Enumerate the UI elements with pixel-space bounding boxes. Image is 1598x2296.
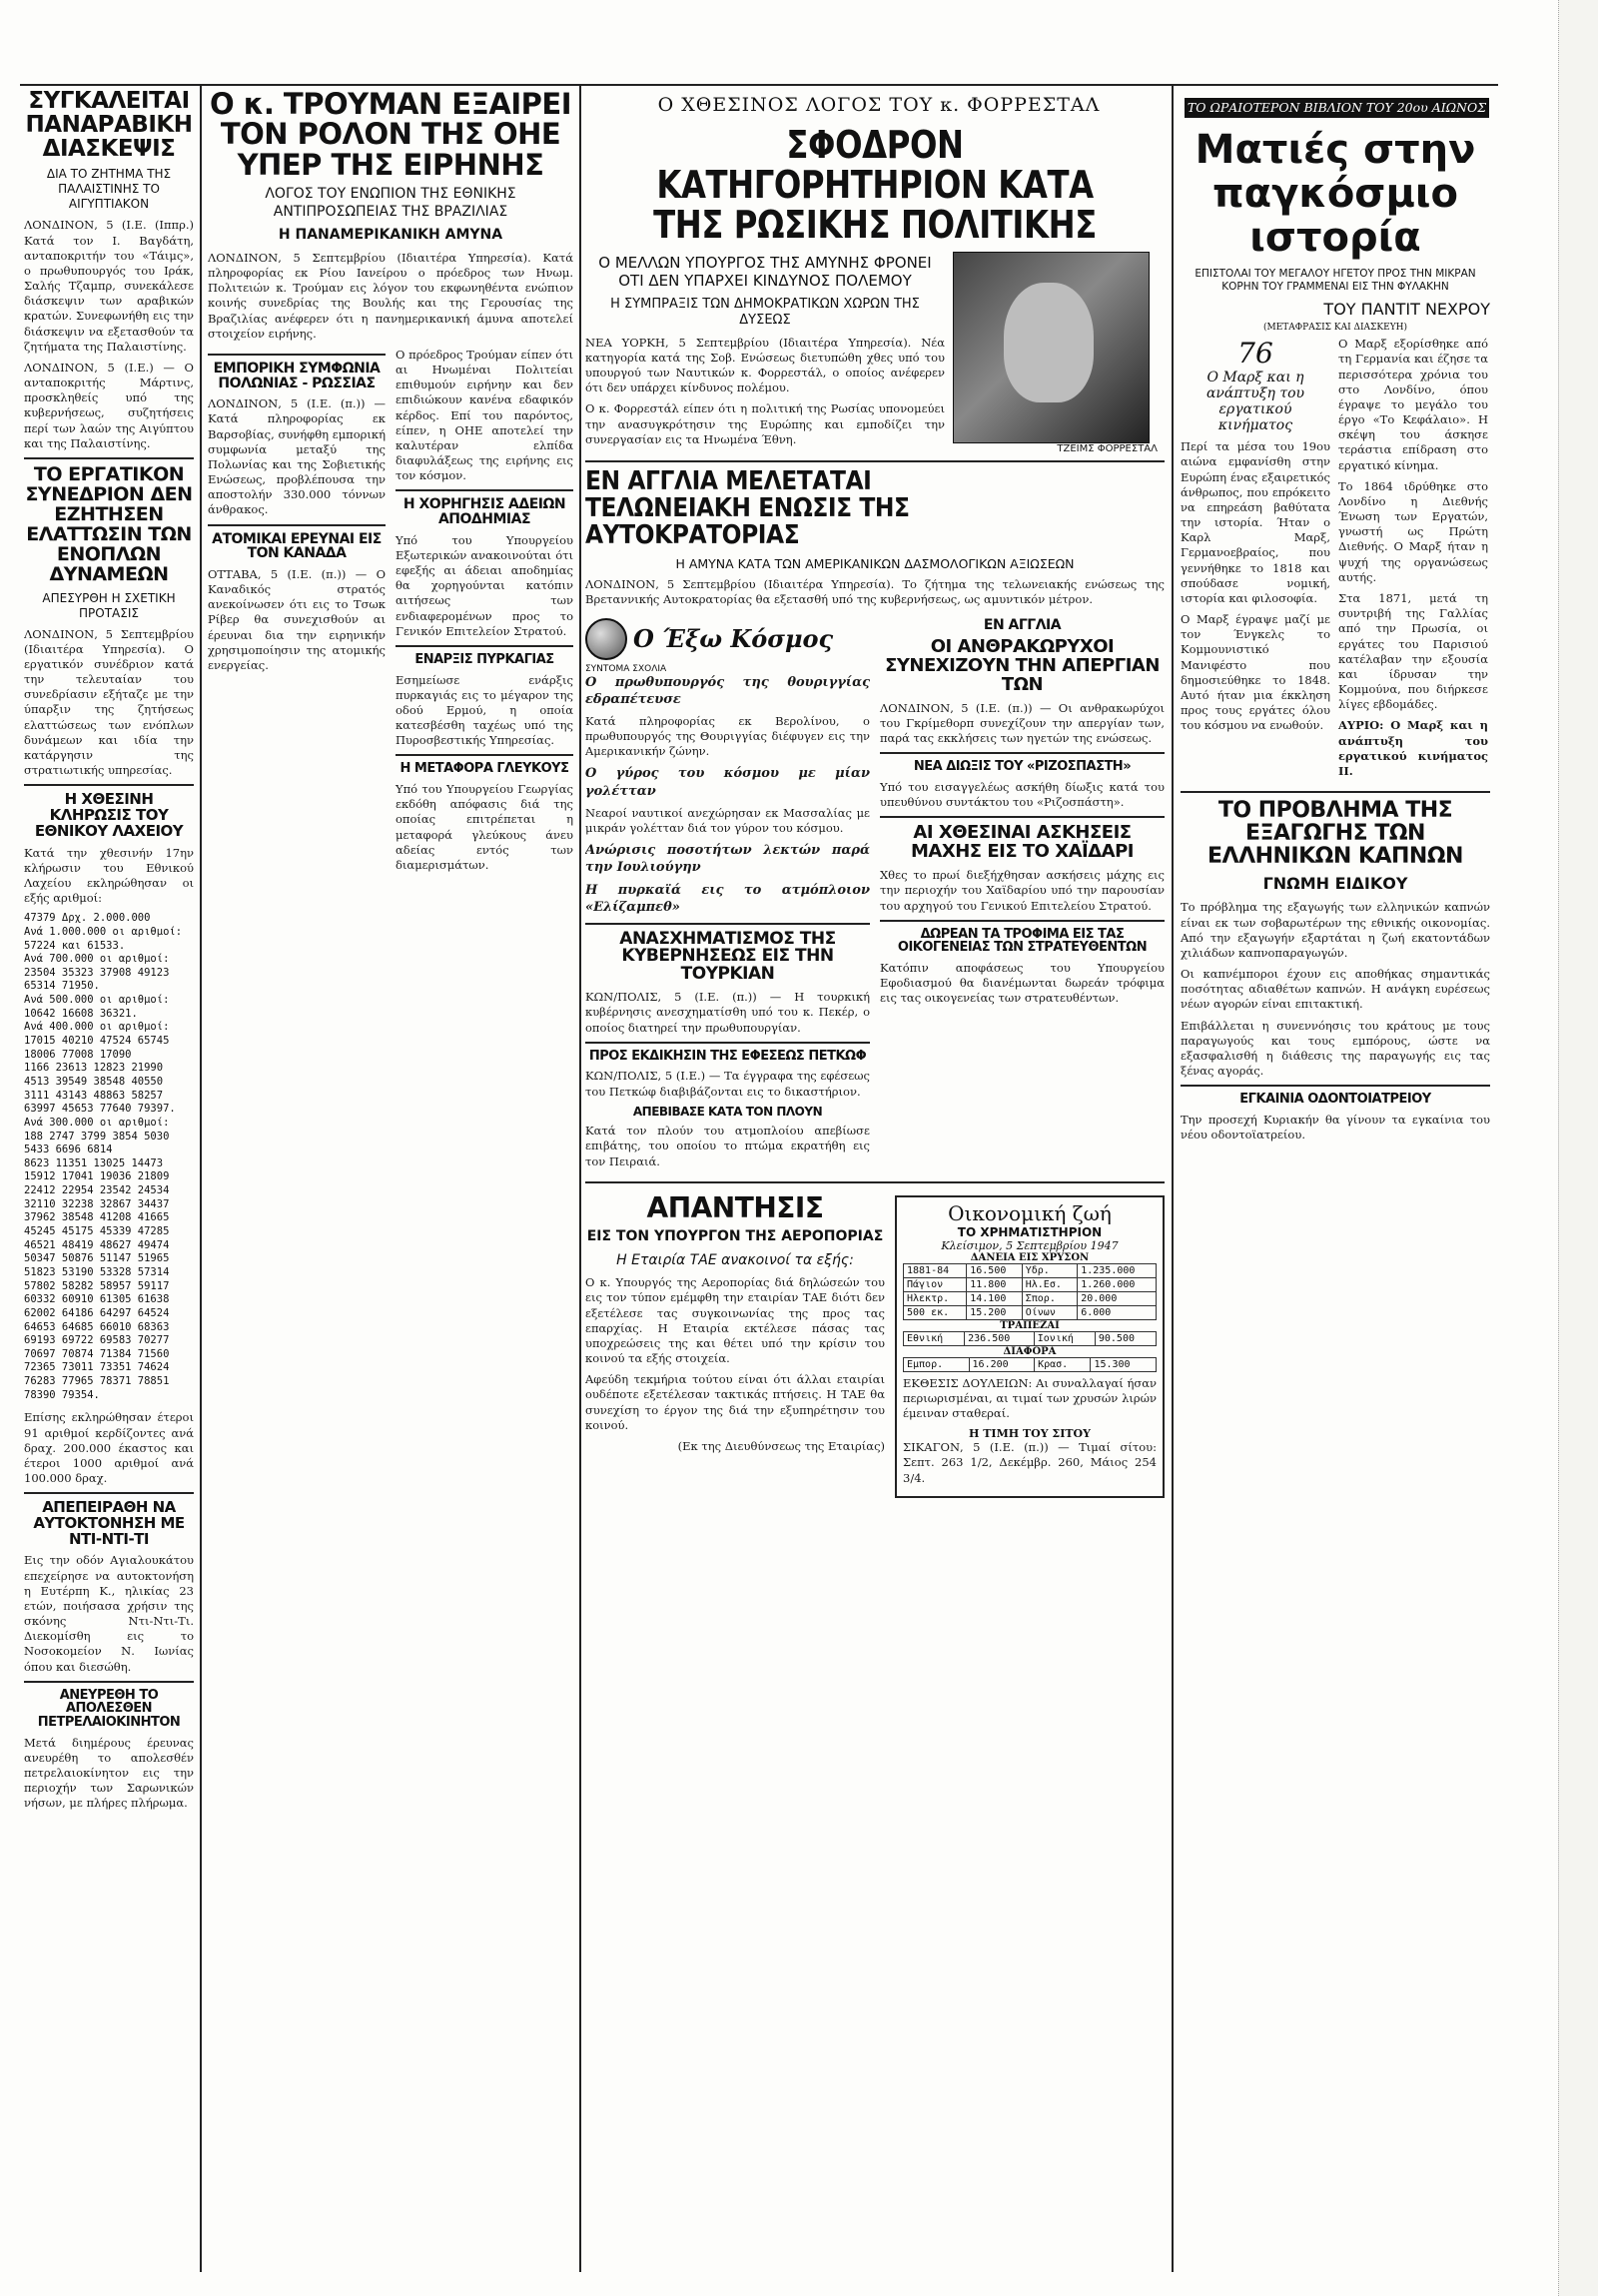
headline-boat: ΑΝΕΥΡΕΘΗ ΤΟ ΑΠΟΛΕΣΘΕΝ ΠΕΤΡΕΛΑΙΟΚΙΝΗΤΟΝ bbox=[37, 1687, 181, 1731]
series-label: ΤΟ ΩΡΑΙΟΤΕΡΟΝ ΒΙΒΛΙΟΝ ΤΟΥ 20ου ΑΙΩΝΟΣ bbox=[1185, 98, 1489, 118]
article-text: ΛΟΝΔΙΝΟΝ, 5 (Ι.Ε. (π.)) — Κατά πληροφορίας εκ Βαρσοβίας, συνήφθη εμπορική συμφωνία μεταξύ της Πολωνίας και της Σοβιετικής Ενώσεως, προβλέπουσα την αποστολήν 330.000 τόννων άνθρακος. bbox=[208, 396, 386, 517]
divider bbox=[396, 754, 573, 756]
article-text: ΟΤΤΑΒΑ, 5 (Ι.Ε. (π.)) — Ο Καναδικός στρατός ανεκοίνωσεν ότι εις το Τσωκ Ρίβερ θα συνεχισθούν αι έρευναι δια την ειρηνικήν χρησιμοποίησιν της ατομικής ενεργείας. bbox=[208, 566, 386, 672]
subheadline: Η Εταιρία ΤΑΕ ανακοινοί τα εξής: bbox=[616, 1251, 854, 1268]
article-text: ΣΙΚΑΓΟΝ, 5 (Ι.Ε. (π.)) — Τιμαί σίτου: Σεπτ. 263 1/2, Δεκέμβρ. 260, Μάιος 254 3/4. bbox=[903, 1440, 1157, 1485]
divider bbox=[208, 524, 386, 526]
table-row bbox=[904, 1291, 1157, 1305]
subheadline: ΕΙΣ ΤΟΝ ΥΠΟΥΡΓΟΝ ΤΗΣ ΑΕΡΟΠΟΡΙΑΣ bbox=[586, 1228, 884, 1245]
table-row bbox=[904, 1263, 1157, 1277]
headline-labour: ΤΟ ΕΡΓΑΤΙΚΟΝ ΣΥΝΕΔΡΙΟΝ ΔΕΝ ΕΖΗΤΗΣΕΝ ΕΛΑΤΤΩΣΙΝ ΤΩΝ ΕΝΟΠΛΩΝ ΔΥΝΑΜΕΩΝ bbox=[25, 463, 193, 585]
headline-truman: Ο κ. ΤΡΟΥΜΑΝ ΕΞΑΙΡΕΙ ΤΟΝ ΡΟΛΟΝ ΤΗΣ ΟΗΕ ΥΠΕΡ ΤΗΣ ΕΙΡΗΝΗΣ bbox=[209, 87, 572, 182]
portrait-face bbox=[1004, 283, 1094, 402]
table-cell: Ηλεκτρ. bbox=[904, 1291, 967, 1305]
divider bbox=[1181, 791, 1490, 793]
headline-panarabic: ΣΥΓΚΑΛΕΙΤΑΙ ΠΑΝΑΡΑΒΙΚΗ ΔΙΑΣΚΕΨΙΣ bbox=[25, 88, 193, 163]
subheadline: ΓΝΩΜΗ ΕΙΔΙΚΟΥ bbox=[1262, 874, 1408, 894]
headline-england: ΕΝ ΑΓΓΛΙΑ bbox=[983, 616, 1062, 633]
article-text: ΛΟΝΔΙΝΟΝ, 5 (Ι.Ε. (Ιππρ.) Κατά τον Ι. Βαγδάτη, ανταποκριτήν του «Τάιμς», ο πρωθυπουργός του Ιράκ, Σαλής Τζαμπρ, συνεκάλεσε διάσκεψιν των αραβικών κρατών. Συνεφωνήθη εις την διάσκεψιν να εξετασθούν τα ζητήματα της Παλαιστίνης. bbox=[24, 218, 194, 354]
table-row bbox=[904, 1357, 1157, 1371]
portrait-photo bbox=[953, 252, 1150, 443]
center-kicker: Ο ΧΘΕΣΙΝΟΣ ΛΟΓΟΣ ΤΟΥ κ. ΦΟΡΡΕΣΤΑΛ bbox=[657, 94, 1101, 116]
divider bbox=[396, 645, 573, 647]
article-text: Ο Μαρξ εξορίσθηκε από τη Γερμανία και έζησε τα περισσότερα χρόνια του στο Λονδίνο, όπου έγραψε το μεγάλο του έργο «Το Κεφάλαιο». Η σκέψη του άσκησε τεράστια επίδραση στο εργατικό κίνημα. bbox=[1338, 337, 1488, 472]
divider bbox=[24, 457, 194, 459]
photo-caption: ΤΖΕΪΜΣ ΦΟΡΡΕΣΤΑΛ bbox=[1057, 442, 1158, 454]
article-text: Υπό του εισαγγελέως ασκήθη δίωξις κατά του υπευθύνου συντάκτου του «Ριζοσπάστη». bbox=[880, 780, 1165, 810]
table-cell: Ιονική bbox=[1034, 1331, 1095, 1345]
table-cell: Κρασ. bbox=[1035, 1357, 1091, 1371]
finance-table bbox=[903, 1263, 1157, 1320]
table-cell: Εθνική bbox=[904, 1331, 965, 1345]
column-rule bbox=[1172, 85, 1174, 2272]
column-rule bbox=[200, 85, 202, 2272]
headline-tobacco: ΤΟ ΠΡΟΒΛΗΜΑ ΤΗΣ ΕΞΑΓΩΓΗΣ ΤΩΝ ΕΛΛΗΝΙΚΩΝ ΚΑΠΝΩΝ bbox=[1207, 798, 1463, 870]
lottery-numbers: 47379 Δρχ. 2.000.000 Ανά 1.000.000 οι αριθμοί: 57224 και 61533. Ανά 700.000 οι αριθμοί: 23504 35323 37908 49123 65314 71950. Ανά 500.000 οι αριθμοί: 10642 16608 36321. Ανά 400.000 οι αριθμοί: 17015 40210 47524 65745 18006 77008 17090 1166 23613 12823 21990 4513 39549 38548 40550 3111 43143 48863 58257 63997 45653 77640 79397. Ανά 300.000 οι αριθμοί: 188 2747 3799 3854 5030 5433 6696 6814 8623 11351 13025 14473 15912 17041 19036 21809 22412 22954 23542 24534 32110 32238 32867 34437 37962 38548 41208 41665 45245 45175 45339 47285 46521 48419 48627 49474 50347 50876 51147 51965 51823 53190 53328 57314 57802 58282 58957 59117 60332 60910 61305 61638 62002 64186 64297 64524 64653 64685 66010 68363 69193 69722 69583 70277 70697 70874 71384 71560 72365 73011 73351 74624 76283 77965 78371 78851 78390 79354. bbox=[24, 912, 183, 1401]
finance-date: Κλείσιμον, 5 Σεπτεμβρίου 1947 bbox=[941, 1238, 1119, 1252]
divider bbox=[880, 816, 1165, 818]
divider bbox=[24, 1681, 194, 1683]
article-text: Την προσεχή Κυριακήν θα γίνουν τα εγκαίνια του νέου οδοντοϊατρείου. bbox=[1181, 1112, 1490, 1143]
article-text: ΕΚΘΕΣΙΣ ΔΟΥΛΕΙΩΝ: Αι συναλλαγαί ήσαν περιωρισμέναι, αι τιμαί των χρυσών λιρών έμειναν σταθεραί. bbox=[903, 1375, 1157, 1421]
divider bbox=[880, 920, 1165, 922]
divider bbox=[585, 923, 870, 925]
article-text: Κατά την χθεσινήν 17ην κλήρωσιν του Εθνικού Λαχείου εκληρώθησαν οι εξής αριθμοί: bbox=[24, 845, 194, 906]
table-cell: 11.800 bbox=[967, 1277, 1022, 1291]
finance-box bbox=[895, 1195, 1165, 1498]
price-title: Η ΤΙΜΗ ΤΟΥ ΣΙΤΟΥ bbox=[969, 1427, 1091, 1441]
article-text: Αφεύδη τεκμήρια τούτου είναι ότι άλλαι εταιρίαι ουδέποτε εξετέλεσαν τακτικάς πτήσεις. Η ΤΑΕ θα συνεχίση το έργον της διά την εξυπηρέτησιν του κοινού. bbox=[585, 1372, 885, 1432]
divider bbox=[585, 1042, 870, 1044]
table-cell: 15.200 bbox=[967, 1305, 1022, 1319]
table-row bbox=[904, 1277, 1157, 1291]
article-text: Περί τα μέσα του 19ου αιώνα εμφανίσθη στην Ευρώπη ένας εξαιρετικός άνθρωπος, που επρόκειτο να επηρεάση βαθύτατα την ιστορία. Ήταν ο Καρλ Μαρξ, Γερμανοεβραίος, που γεννήθηκε το 1818 και σπούδασε νομική, ιστορία και φιλοσοφία. bbox=[1181, 439, 1330, 605]
headline-trade: ΕΜΠΟΡΙΚΗ ΣΥΜΦΩΝΙΑ ΠΟΛΩΝΙΑΣ - ΡΩΣΣΙΑΣ bbox=[213, 360, 381, 391]
right-column bbox=[1181, 122, 1490, 2269]
brief-title: Ο πρωθυπουργός της θουριγγίας εδραπέτευσε bbox=[585, 674, 870, 707]
divider bbox=[208, 354, 386, 356]
table-cell: Πάγιον bbox=[904, 1277, 967, 1291]
article-text: Ο πρόεδρος Τρούμαν είπεν ότι αι Ηνωμέναι Πολιτείαι επιθυμούν ειρήνην και δεν επιδιώκουν κανένα εδαφικόν κέρδος. Επί του παρόντος, είπεν, η ΟΗΕ αποτελεί την καλυτέραν ελπίδα διαφυλάξεως της ειρήνης εις τον κόσμον. bbox=[396, 347, 573, 483]
article-text: Εις την οδόν Αγιαλουκάτου επεχείρησε να αυτοκτονήση η Ευτέρπη Κ., ηλικίας 23 ετών, ποιήσασα χρήσιν της σκόνης Ντι-Ντι-Τι. Διεκομίσθη εις το Νοσοκομείον Ν. Ιωνίας όπου και διεσώθη. bbox=[24, 1553, 194, 1674]
page-edge bbox=[1558, 0, 1598, 2296]
subheadline: ΛΟΓΟΣ ΤΟΥ ΕΝΩΠΙΟΝ ΤΗΣ ΕΘΝΙΚΗΣ ΑΝΤΙΠΡΟΣΩΠΕΙΑΣ ΤΗΣ ΒΡΑΖΙΛΙΑΣ bbox=[265, 186, 516, 220]
table-cell: 90.500 bbox=[1095, 1331, 1156, 1345]
article-text: ΛΟΝΔΙΝΟΝ, 5 (Ι.Ε. (π.)) — Οι ανθρακωρύχοι του Γκρίμεθορπ συνεχίζουν την απεργίαν των, παρά τας εκκλήσεις των ηγετών της ενώσεως. bbox=[880, 700, 1165, 746]
headline-petkov: ΠΡΟΣ ΕΚΔΙΚΗΣΙΝ ΤΗΣ ΕΦΕΣΕΩΣ ΠΕΤΚΩΦ bbox=[588, 1048, 867, 1064]
table-cell: Εμπορ. bbox=[904, 1357, 970, 1371]
headline-reply: ΑΠΑΝΤΗΣΙΣ bbox=[646, 1190, 824, 1224]
table-cell: Οίνων bbox=[1022, 1305, 1077, 1319]
article-text: ΛΟΝΔΙΝΟΝ, 5 Σεπτεμβρίου (Ιδιαιτέρα Υπηρεσία). Το ζήτημα της τελωνειακής ενώσεως της Βρεταννικής Αυτοκρατορίας θα εξετασθή υπό της κυβερνήσεως, ως αμυντικόν μέτρον. bbox=[585, 577, 1165, 607]
table-cell: 1.235.000 bbox=[1078, 1263, 1157, 1277]
subheadline: ΑΠΕΣΥΡΘΗ Η ΣΧΕΤΙΚΗ ΠΡΟΤΑΣΙΣ bbox=[42, 590, 176, 620]
globe-icon bbox=[585, 618, 627, 660]
article-signature: (Εκ της Διευθύνσεως της Εταιρίας) bbox=[677, 1438, 885, 1453]
article-text: Χθες το πρωί διεξήχθησαν ασκήσεις μάχης εις την περιοχήν του Χαϊδαρίου υπό την παρουσίαν του αρχηγού του Γενικού Επιτελείου Στρατού. bbox=[880, 868, 1165, 913]
headline-permits: Η ΧΟΡΗΓΗΣΙΣ ΑΔΕΙΩΝ ΑΠΟΔΗΜΙΑΣ bbox=[402, 496, 566, 528]
divider bbox=[1181, 1085, 1490, 1087]
subheadline: Η ΑΜΥΝΑ ΚΑΤΑ ΤΩΝ ΑΜΕΡΙΚΑΝΙΚΩΝ ΔΑΣΜΟΛΟΓΙΚΩΝ ΑΞΙΩΣΕΩΝ bbox=[675, 555, 1075, 571]
next-installment: ΑΥΡΙΟ: Ο Μαρξ και η ανάπτυξη του εργατικού κινήματος ΙΙ. bbox=[1338, 718, 1488, 778]
table-cell: 1881-84 bbox=[904, 1263, 967, 1277]
article-text: Υπό του Υπουργείου Εξωτερικών ανακοινούται ότι εφεξής αι άδειαι αποδημίας θα χορηγούνται κατόπιν αιτήσεως των ενδιαφερομένων προς το Γενικόν Επιτελείον Στρατού. bbox=[396, 532, 573, 638]
brief-title: Ανώρισις ποσοτήτων λεκτών παρά την Ιουλιούγην bbox=[585, 843, 870, 876]
headline-lottery: Η ΧΘΕΣΙΝΗ ΚΛΗΡΩΣΙΣ ΤΟΥ ΕΘΝΙΚΟΥ ΛΑΧΕΙΟΥ bbox=[34, 790, 184, 840]
finance-table-misc bbox=[903, 1357, 1157, 1372]
article-text: Ο κ. Φορρεστάλ είπεν ότι η πολιτική της Ρωσίας υπονομεύει την ανασυγκρότησιν της Ευρώπης και εμποδίζει την συνεργασίαν εις τα Ηνωμένα Έθνη. bbox=[585, 401, 945, 446]
article-text: ΛΟΝΔΙΝΟΝ, 5 (Ι.Ε.) — Ο ανταποκριτής Μάρτινς, προσκληθείς υπό της κυβερνήσεως, συζητήσεις περί των λαών της Αιγύπτου και της Παλαιστίνης. bbox=[24, 360, 194, 450]
article-text: Κατά τον πλούν του ατμοπλοίου απεβίωσε επιβάτης, του οποίου το πτώμα εκρατήθη εις τον Πειραιά. bbox=[585, 1124, 870, 1168]
table-cell: 20.000 bbox=[1078, 1291, 1157, 1305]
table-cell: 500 εκ. bbox=[904, 1305, 967, 1319]
headline-must: Η ΜΕΤΑΦΟΡΑ ΓΛΕΥΚΟΥΣ bbox=[400, 761, 569, 777]
chapter-title: Ο Μαρξ και η ανάπτυξη του εργατικού κινήματος bbox=[1205, 370, 1305, 434]
subheadline: ΕΠΙΣΤΟΛΑΙ ΤΟΥ ΜΕΓΑΛΟΥ ΗΓΕΤΟΥ ΠΡΟΣ ΤΗΝ ΜΙΚΡΑΝ ΚΟΡΗΝ ΤΟΥ ΓΡΑΜΜΕΝΑΙ ΕΙΣ ΤΗΝ ΦΥΛΑΚΗΝ bbox=[1195, 268, 1476, 294]
subheadline: ΔΙΑ ΤΟ ΖΗΤΗΜΑ ΤΗΣ ΠΑΛΑΙΣΤΙΝΗΣ ΤΟ ΑΙΓΥΠΤΙΑΚΟΝ bbox=[46, 167, 172, 212]
subheadline: Η ΠΑΝΑΜΕΡΙΚΑΝΙΚΗ ΑΜΥΝΑ bbox=[278, 227, 503, 244]
article-text: Νεαροί ναυτικοί ανεχώρησαν εκ Μασσαλίας με μικράν γολέτταν διά τον γύρον του κόσμου. bbox=[585, 805, 870, 835]
article-text: Οι καπνέμποροι έχουν εις αποθήκας σημαντικάς ποσότητας αδιαθέτων καπνών. Η ανάγκη ευρέσεως νέων αγορών είναι επιτακτική. bbox=[1181, 967, 1490, 1012]
column-logo-title: Ο Έξω Κόσμος bbox=[633, 624, 834, 654]
headline-miners: ΟΙ ΑΝΘΡΑΚΩΡΥΧΟΙ ΣΥΝΕΧΙΖΟΥΝ ΤΗΝ ΑΠΕΡΓΙΑΝ ΤΩΝ bbox=[885, 636, 1160, 695]
headline-suicide: ΑΠΕΠΕΙΡΑΘΗ ΝΑ ΑΥΤΟΚΤΟΝΗΣΗ ΜΕ ΝΤΙ-ΝΤΙ-ΤΙ bbox=[33, 1498, 185, 1548]
divider bbox=[24, 1492, 194, 1494]
article-text: Ο Μαρξ έγραψε μαζί με τον Ένγκελς το Κομμουνιστικό Μανιφέστο που δημοσιεύθηκε το 1848. Αυτό ήταν μια έκκληση προς τους εργάτες όλου του κόσμου να ενωθούν. bbox=[1181, 612, 1330, 733]
article-text: Κατόπιν αποφάσεως του Υπουργείου Εφοδιασμού θα διανέμωνται δωρεάν τρόφιμα εις τας οικογενείας των στρατευθέντων. bbox=[880, 960, 1165, 1006]
article-text: Εσημείωσε ενάρξις πυρκαγιάς εις το μέγαρον της οδού Ερμού, η οποία κατεσβέσθη ταχέως υπό της Πυροσβεστικής Υπηρεσίας. bbox=[396, 672, 573, 748]
finance-title: Οικονομική ζωή bbox=[948, 1200, 1112, 1225]
headline-customs: ΕΝ ΑΓΓΛΙΑ ΜΕΛΕΤΑΤΑΙ ΤΕΛΩΝΕΙΑΚΗ ΕΝΩΣΙΣ ΤΗΣ ΑΥΤΟΚΡΑΤΟΡΙΑΣ bbox=[585, 465, 910, 551]
article-text: Υπό του Υπουργείου Γεωργίας εκδόθη απόφασις διά της οποίας επιτρέπεται η μεταφορά γλεύκους άνευ αδείας εντός των διαμερισμάτων. bbox=[396, 782, 573, 872]
headline-rizospastis: ΝΕΑ ΔΙΩΞΙΣ ΤΟΥ «ΡΙΖΟΣΠΑΣΤΗ» bbox=[913, 759, 1132, 775]
article-text: ΚΩΝ/ΠΟΛΙΣ, 5 (Ι.Ε. (π.)) — Η τουρκική κυβέρνησις ανεσχηματίσθη υπό του κ. Πεκέρ, ο οποίος διατηρεί την πρωθυπουργίαν. bbox=[585, 990, 870, 1035]
headline-turkey: ΑΝΑΣΧΗΜΑΤΙΣΜΟΣ ΤΗΣ ΚΥΒΕΡΝΗΣΕΩΣ ΕΙΣ ΤΗΝ ΤΟΥΡΚΙΑΝ bbox=[619, 928, 836, 985]
headline-food: ΔΩΡΕΑΝ ΤΑ ΤΡΟΦΙΜΑ ΕΙΣ ΤΑΣ ΟΙΚΟΓΕΝΕΙΑΣ ΤΩΝ ΣΤΡΑΤΕΥΘΕΝΤΩΝ bbox=[897, 926, 1148, 956]
fin-section-2: ΔΙΑΦΟΡΑ bbox=[1003, 1345, 1057, 1357]
table-cell: 15.300 bbox=[1091, 1357, 1157, 1371]
article-text: Στα 1871, μετά τη συντριβή της Γαλλίας από την Πρωσία, οι εργάτες του Παρισιού κατέλαβαν την εξουσία και ίδρυσαν την Κομμούνα, που διήρκεσε λίγες εβδομάδες. bbox=[1338, 591, 1488, 712]
column-logo-sub: ΣΥΝΤΟΜΑ ΣΧΟΛΙΑ bbox=[585, 663, 667, 674]
table-cell: 16.500 bbox=[967, 1263, 1022, 1277]
finance-table-banks bbox=[903, 1331, 1157, 1346]
finance-subtitle: ΤΟ ΧΡΗΜΑΤΙΣΤΗΡΙΟΝ bbox=[957, 1224, 1103, 1239]
article-text: Το πρόβλημα της εξαγωγής των ελληνικών καπνών είναι εκ των σοβαρωτέρων της εθνικής οικονομίας. Από την εξαγωγήν εξαρτάται η ζωή εκατοντάδων χιλιάδων καπνοπαραγωγών. bbox=[1181, 900, 1490, 960]
article-text: Ο κ. Υπουργός της Αεροπορίας διά δηλώσεών του εις τον τύπον εμέμφθη την εταιρίαν ΤΑΕ διότι δεν εξετέλεσε τας συγκοινωνίας της προς τας επαρχίας. Η Εταιρία εκτέλεσε πάσας τας υποχρεώσεις της και θέτει υπό την κρίσιν του κοινού τα εξής στοιχεία. bbox=[585, 1275, 885, 1366]
divider bbox=[585, 460, 1165, 462]
headline-fire: ΕΝΑΡΞΙΣ ΠΥΡΚΑΓΙΑΣ bbox=[414, 651, 554, 667]
center-column bbox=[585, 122, 1165, 2269]
table-cell: Υδρ. bbox=[1022, 1263, 1077, 1277]
article-text: ΛΟΝΔΙΝΟΝ, 5 Σεπτεμβρίου (Ιδιαιτέρα Υπηρεσία). Κατά πληροφορίας εκ Ρίου Ιανείρου ο πρόεδρος των Ηνωμ. Πολιτειών κ. Τρούμαν εις λόγον του εκφωνηθέντα ενώπιον κοινής συνεδρίας της Βουλής και της Γερουσίας της Βραζιλίας ανέφερεν ότι η πανημερικανική άμυνα αποτελεί στοιχείον ειρήνης. bbox=[208, 250, 573, 341]
headline-exercises: ΑΙ ΧΘΕΣΙΝΑΙ ΑΣΚΗΣΕΙΣ ΜΑΧΗΣ ΕΙΣ ΤΟ ΧΑΪΔΑΡΙ bbox=[910, 822, 1134, 863]
table-row bbox=[904, 1331, 1157, 1345]
table-cell: 14.100 bbox=[967, 1291, 1022, 1305]
table-cell: 236.500 bbox=[965, 1331, 1035, 1345]
table-cell: 16.200 bbox=[969, 1357, 1035, 1371]
article-text: Επίσης εκληρώθησαν έτεροι 91 αριθμοί κερδίζοντες ανά δραχ. 200.000 έκαστος και έτεροι 1000 αριθμοί ανά 100.000 δραχ. bbox=[24, 1410, 194, 1486]
article-text: ΝΕΑ ΥΟΡΚΗ, 5 Σεπτεμβρίου (Ιδιαιτέρα Υπηρεσία). Νέα κατηγορία κατά της Σοβ. Ενώσεως διετυπώθη χθες υπό του υπουργού των Ναυτικών κ. Φορρεστάλ, ο οποίος ανέφερεν ότι δεν υπάρχει κίνδυνος πολέμου. bbox=[585, 335, 945, 395]
column-logo bbox=[585, 618, 870, 660]
column-1 bbox=[24, 85, 194, 2272]
article-text: Επιβάλλεται η συνεννόησις του κράτους με τους παραγωγούς και τους εμπόρους, ώστε να εξασφαλισθή η διάθεσις της παραγωγής εις τας ξένας αγοράς. bbox=[1181, 1018, 1490, 1079]
headline-atomic: ΑΤΟΜΙΚΑΙ ΕΡΕΥΝΑΙ ΕΙΣ ΤΟΝ ΚΑΝΑΔΑ bbox=[212, 530, 382, 562]
column-rule bbox=[579, 85, 581, 2272]
installment-number: 76 bbox=[1237, 337, 1273, 371]
headline-history: Ματιές στην παγκόσμιο ιστορία bbox=[1195, 127, 1476, 261]
article-text: Κατά πληροφορίας εκ Βερολίνου, ο πρωθυπουργός της Θουριγγίας διέφυγεν εις την Αμερικανικήν ζώνην. bbox=[585, 713, 870, 759]
headline-dental: ΕΓΚΑΙΝΙΑ ΟΔΟΝΤΟΙΑΤΡΕΙΟΥ bbox=[1239, 1092, 1431, 1108]
fin-section-0: ΔΑΝΕΙΑ ΕΙΣ ΧΡΥΣΟΝ bbox=[970, 1251, 1090, 1263]
table-cell: Σπορ. bbox=[1022, 1291, 1077, 1305]
fin-section-1: ΤΡΑΠΕΖΑΙ bbox=[1000, 1319, 1060, 1331]
subheadline: Η ΣΥΜΠΡΑΞΙΣ ΤΩΝ ΔΗΜΟΚΡΑΤΙΚΩΝ ΧΩΡΩΝ ΤΗΣ ΔΥΣΕΩΣ bbox=[610, 297, 920, 329]
brief-title: Ο γύρος του κόσμου με μίαν γολέτταν bbox=[585, 766, 870, 799]
table-row bbox=[904, 1305, 1157, 1319]
divider bbox=[880, 752, 1165, 754]
brief-title: Η πυρκαϊά εις το ατμόπλοιον «Ελίζαμπεθ» bbox=[585, 883, 870, 916]
article-text: Το 1864 ιδρύθηκε στο Λονδίνο η Διεθνής Ένωση των Εργατών, γνωστή ως Πρώτη Διεθνής. Ο Μαρξ ήταν η ψυχή της οργανώσεως αυτής. bbox=[1338, 478, 1488, 584]
translator: (ΜΕΤΑΦΡΑΣΙΣ ΚΑΙ ΔΙΑΣΚΕΥΗ) bbox=[1262, 323, 1408, 334]
divider bbox=[396, 489, 573, 491]
subheadline: Ο ΜΕΛΛΩΝ ΥΠΟΥΡΓΟΣ ΤΗΣ ΑΜΥΝΗΣ ΦΡΟΝΕΙ ΟΤΙ ΔΕΝ ΥΠΑΡΧΕΙ ΚΙΝΔΥΝΟΣ ΠΟΛΕΜΟΥ bbox=[598, 253, 932, 291]
headline-forrestal: ΣΦΟΔΡΟΝ ΚΑΤΗΓΟΡΗΤΗΡΙΟΝ ΚΑΤΑ ΤΗΣ ΡΩΣΙΚΗΣ ΠΟΛΙΤΙΚΗΣ bbox=[653, 123, 1097, 247]
table-cell: 1.260.000 bbox=[1078, 1277, 1157, 1291]
table-cell: 6.000 bbox=[1078, 1305, 1157, 1319]
article-text: Μετά διημέρους έρευνας ανευρέθη το απολεσθέν πετρελαιοκίνητον εις την περιοχήν των Σαρωνικών νήσων, με πλήρες πλήρωμα. bbox=[24, 1735, 194, 1811]
column-2 bbox=[208, 85, 573, 2272]
article-text: ΚΩΝ/ΠΟΛΙΣ, 5 (Ι.Ε.) — Τα έγγραφα της εφέσεως του Πετκώφ διαβιβάζονται εις το δικαστήριον. bbox=[585, 1069, 870, 1099]
article-text: ΛΟΝΔΙΝΟΝ, 5 Σεπτεμβρίου (Ιδιαιτέρα Υπηρεσία). Ο εργατικόν συνέδριον κατά την τελευταίαν του συνεδρίασιν εξήταζε με την ύπαρξιν της ζητήσεως ελαττώσεως των ενόπλων δυνάμεων και ιδία την κατάργησιν της στρατιωτικής υπηρεσίας. bbox=[24, 626, 194, 778]
divider bbox=[24, 784, 194, 786]
author: ΤΟΥ ΠΑΝΤΙΤ ΝΕΧΡΟΥ bbox=[1323, 300, 1490, 320]
table-cell: Ηλ.Εσ. bbox=[1022, 1277, 1077, 1291]
divider bbox=[585, 1181, 1165, 1183]
headline-voyage: ΑΠΕΒΙΒΑΣΕ ΚΑΤΑ ΤΟΝ ΠΛΟΥΝ bbox=[632, 1104, 823, 1119]
